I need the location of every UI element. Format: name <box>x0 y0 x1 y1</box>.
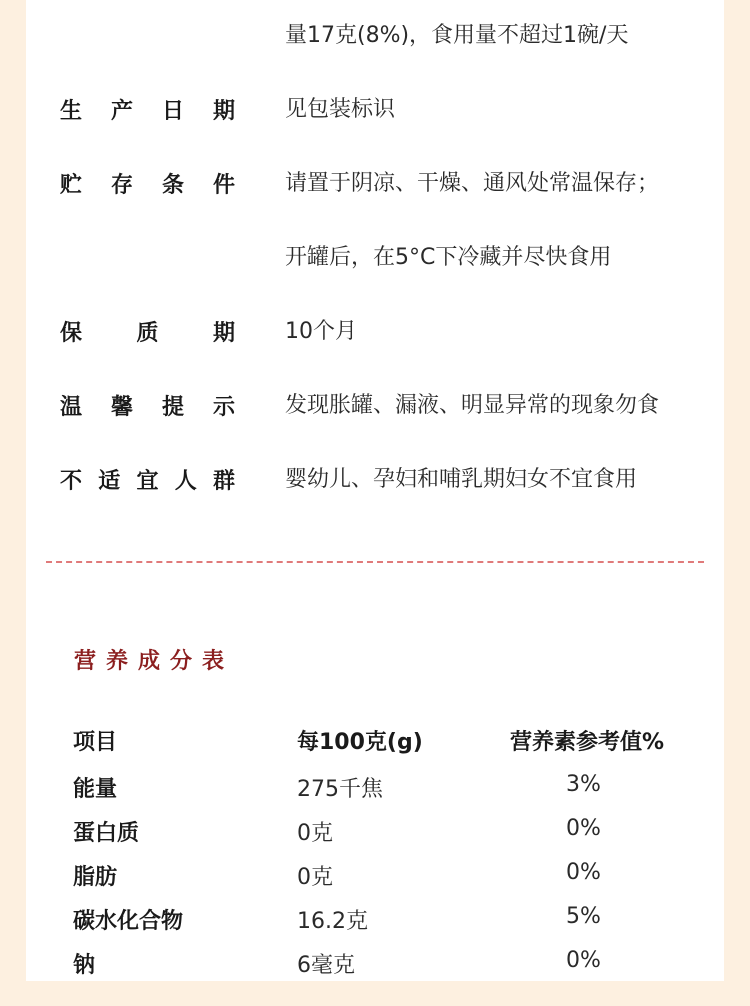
nutrition-row-protein <box>26 808 724 848</box>
dashed-divider <box>46 561 704 563</box>
nutrition-header-per100g: 每100克(g) <box>297 730 423 755</box>
nutrient-name: 蛋白质 <box>73 821 140 846</box>
nutrition-row-carbohydrate <box>26 896 724 936</box>
info-label <box>60 316 235 347</box>
info-value: 开罐后，在5°C下冷藏并尽快食用 <box>285 245 612 270</box>
nutrient-nrv: 3% <box>566 772 601 797</box>
info-value: 量17克(8%)，食用量不超过1碗/天 <box>285 23 629 48</box>
info-label <box>60 464 235 495</box>
nutrient-nrv: 0% <box>566 816 601 841</box>
info-label-char: 存 <box>110 173 133 198</box>
info-row <box>26 86 724 126</box>
info-label-char: 期 <box>212 99 235 124</box>
info-label <box>60 390 235 421</box>
nutrient-amount: 16.2克 <box>297 909 368 934</box>
info-label <box>60 94 235 125</box>
info-label-char: 保 <box>60 321 83 346</box>
nutrient-nrv: 5% <box>566 904 601 929</box>
nutrition-header-nrv: 营养素参考值% <box>510 730 665 755</box>
info-label-char: 温 <box>60 395 83 420</box>
nutrient-name: 脂肪 <box>73 865 118 890</box>
nutrient-nrv: 0% <box>566 948 601 973</box>
info-label-char: 适 <box>98 469 121 494</box>
nutrient-name: 钠 <box>73 953 96 978</box>
info-row <box>26 456 724 496</box>
info-value: 见包装标识 <box>285 97 396 122</box>
info-row <box>26 382 724 422</box>
nutrition-header-row <box>26 717 724 757</box>
info-value: 发现胀罐、漏液、明显异常的现象勿食 <box>285 393 660 418</box>
info-label-char: 产 <box>110 99 133 124</box>
info-label-char: 件 <box>212 173 235 198</box>
info-label-char: 宜 <box>136 469 159 494</box>
nutrition-row-sodium <box>26 940 724 980</box>
info-row <box>26 308 724 348</box>
info-label-char: 不 <box>60 469 83 494</box>
info-label-char: 生 <box>60 99 83 124</box>
info-label <box>60 168 235 199</box>
info-label-char: 质 <box>136 321 159 346</box>
info-label-char: 条 <box>161 173 184 198</box>
info-label-char: 群 <box>212 469 235 494</box>
info-label-char: 馨 <box>110 395 133 420</box>
nutrient-amount: 0克 <box>297 821 333 846</box>
info-row <box>26 160 724 200</box>
info-label-char: 示 <box>212 395 235 420</box>
info-label-char: 期 <box>212 321 235 346</box>
nutrient-nrv: 0% <box>566 860 601 885</box>
info-label-char: 日 <box>161 99 184 124</box>
nutrition-header-item: 项目 <box>73 730 118 755</box>
info-value: 请置于阴凉、干燥、通风处常温保存； <box>285 171 660 196</box>
nutrient-name: 碳水化合物 <box>73 909 184 934</box>
info-row <box>26 12 724 52</box>
info-value: 婴幼儿、孕妇和哺乳期妇女不宜食用 <box>285 467 638 492</box>
nutrition-row-energy <box>26 764 724 804</box>
nutrition-row-fat <box>26 852 724 892</box>
info-label-char: 贮 <box>60 173 83 198</box>
nutrient-amount: 6毫克 <box>297 953 355 978</box>
product-info-card <box>26 0 724 981</box>
nutrient-name: 能量 <box>73 777 118 802</box>
info-value: 10个月 <box>285 319 357 344</box>
info-label-char: 人 <box>174 469 197 494</box>
nutrient-amount: 275千焦 <box>297 777 383 802</box>
info-label-char: 提 <box>161 395 184 420</box>
info-row <box>26 234 724 274</box>
nutrient-amount: 0克 <box>297 865 333 890</box>
nutrition-title: 营养成分表 <box>74 649 235 674</box>
